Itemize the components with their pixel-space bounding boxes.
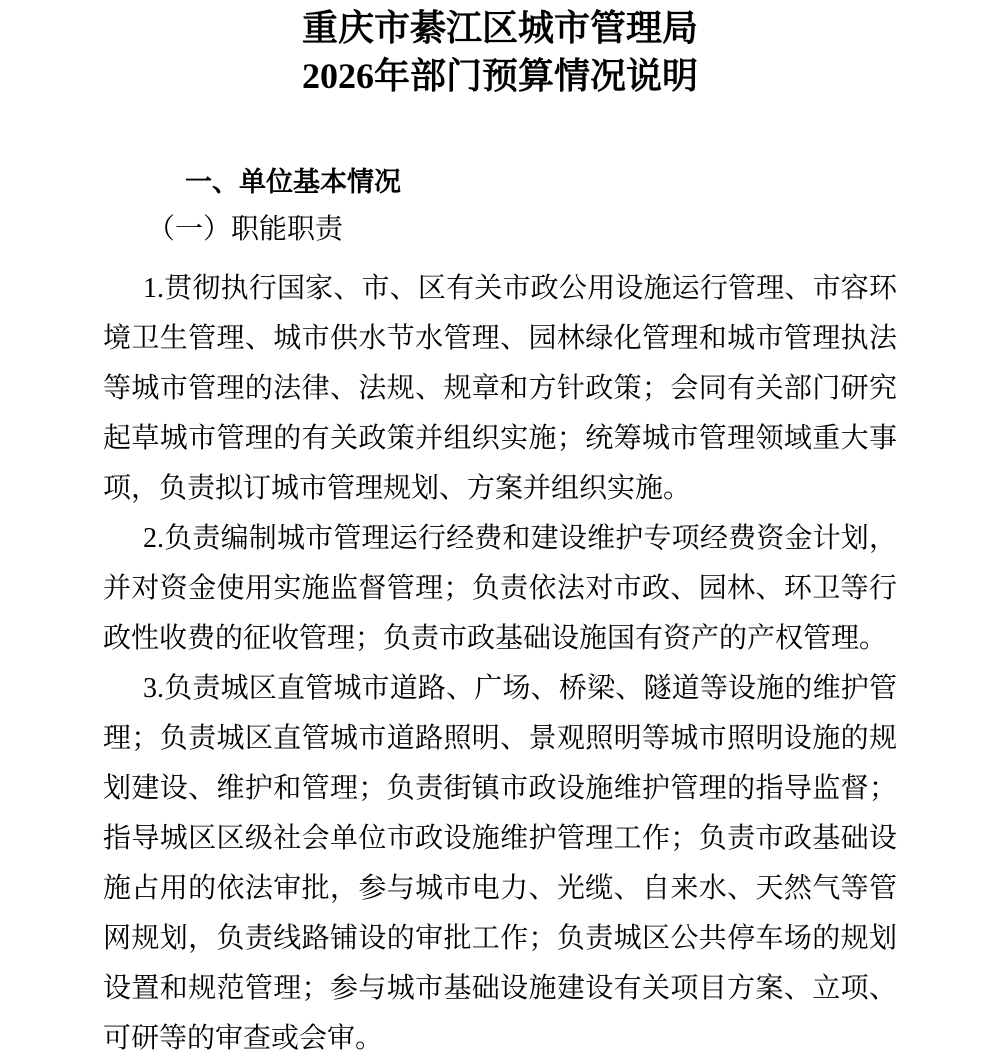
section-heading: 一、单位基本情况	[185, 167, 401, 197]
title-line-1: 重庆市綦江区城市管理局	[301, 8, 698, 48]
subsection-heading: （一）职能职责	[147, 214, 344, 245]
document-title	[103, 4, 897, 100]
title-line-2: 2026年部门预算情况说明	[301, 56, 698, 96]
paragraph-duty-1: 1.贯彻执行国家、市、区有关市政公用设施运行管理、市容环境卫生管理、城市供水节水管理、园林绿化管理和城市管理执法等城市管理的法律、法规、规章和方针政策；会同有关部门研究起草城市管理的有关政策并组织实施；统筹城市管理领域重大事项，负责拟订城市管理规划、方案并组织实施。	[103, 273, 897, 504]
paragraph-duty-2: 2.负责编制城市管理运行经费和建设维护专项经费资金计划，并对资金使用实施监督管理；负责依法对市政、园林、环卫等行政性收费的征收管理；负责市政基础设施国有资产的产权管理。	[103, 523, 897, 654]
section-body	[103, 264, 897, 1061]
paragraph-duty-3: 3.负责城区直管城市道路、广场、桥梁、隧道等设施的维护管理；负责城区直管城市道路照明、景观照明等城市照明设施的规划建设、维护和管理；负责街镇市政设施维护管理的指导监督；指导城区区级社会单位市政设施维护管理工作；负责市政基础设施占用的依法审批，参与城市电力、光缆、自来水、天然气等管网规划，负责线路铺设的审批工作；负责城区公共停车场的规划设置和规范管理；参与城市基础设施建设有关项目方案、立项、可研等的审查或会审。	[103, 673, 897, 1054]
